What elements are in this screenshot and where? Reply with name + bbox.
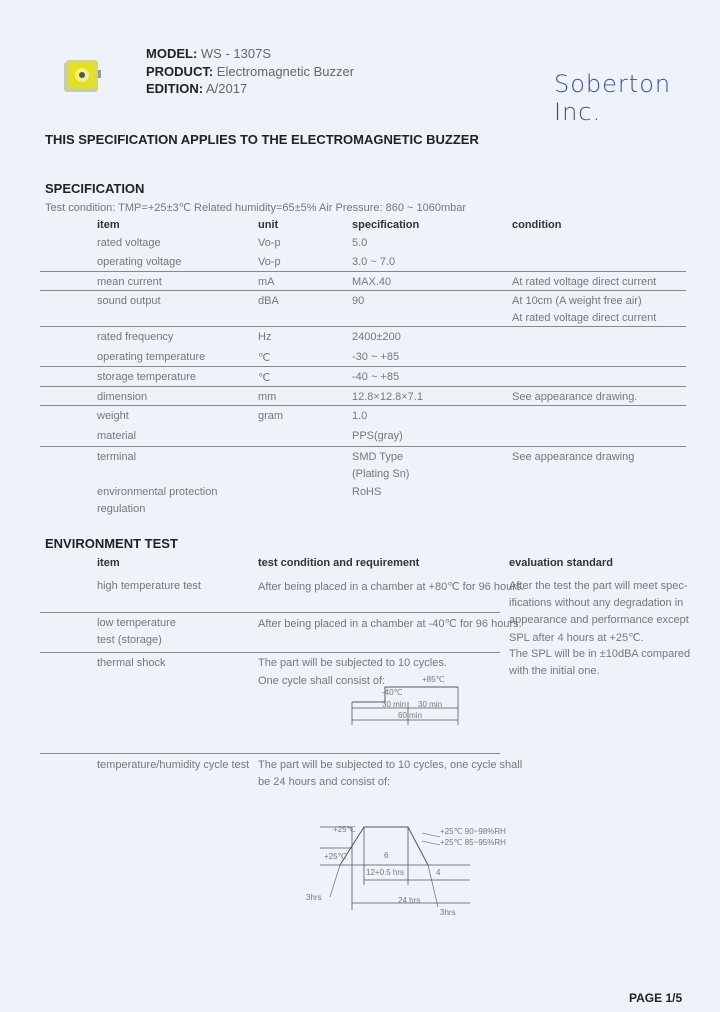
spec-condition: See appearance drawing. <box>512 391 638 403</box>
humidity-rh1-label: +25℃ 90~98%RH <box>440 827 506 836</box>
spec-value: SMD Type <box>352 451 404 463</box>
spec-item: operating voltage <box>97 256 182 268</box>
spec-item: rated voltage <box>97 237 161 249</box>
spec-item: weight <box>97 410 129 422</box>
spec-unit: ℃ <box>258 352 271 364</box>
env-item: temperature/humidity cycle test <box>97 759 250 771</box>
row-divider <box>40 386 686 387</box>
product-label: PRODUCT: <box>146 64 214 79</box>
spec-item: storage temperature <box>97 371 197 383</box>
spec-value: 90 <box>352 295 365 307</box>
page-number: PAGE 1/5 <box>629 991 683 1005</box>
spec-item: operating temperature <box>97 351 206 363</box>
spec-value: -30 ~ +85 <box>352 351 400 363</box>
humidity-right-time-label: 3hrs <box>440 908 456 917</box>
row-divider <box>40 366 686 367</box>
env-item: test (storage) <box>97 634 162 646</box>
edition-line <box>146 81 247 96</box>
thermal-high-label: +85℃ <box>422 675 445 684</box>
spec-condition: See appearance drawing <box>512 451 635 463</box>
spec-col-unit: unit <box>258 219 279 231</box>
spec-item: mean current <box>97 276 162 288</box>
edition-label: EDITION: <box>146 81 204 96</box>
row-divider <box>40 446 686 447</box>
thermal-seg1-label: 30 min <box>382 700 407 709</box>
spec-unit: gram <box>258 410 284 422</box>
spec-item: material <box>97 430 137 442</box>
product-value: Electromagnetic Buzzer <box>216 64 355 79</box>
brand-logo: Soberton Inc. <box>554 70 672 126</box>
spec-value: -40 ~ +85 <box>352 371 400 383</box>
row-divider <box>40 271 686 272</box>
spec-value: 12.8×12.8×7.1 <box>352 391 423 403</box>
spec-col-specification: specification <box>352 219 420 231</box>
spec-value: 2400±200 <box>352 331 401 343</box>
humidity-left-time-label: 3hrs <box>306 893 322 902</box>
env-condition: One cycle shall consist of: <box>258 675 386 687</box>
spec-item: rated frequency <box>97 331 174 343</box>
spec-value: MAX.40 <box>352 276 392 288</box>
thermal-seg2-label: 30 min <box>418 700 443 709</box>
humidity-high-temp-label: +25℃ <box>333 825 356 834</box>
humidity-twelve-label: 12+0.5 hrs <box>366 868 405 877</box>
spec-col-item: item <box>97 219 120 231</box>
specification-heading: SPECIFICATION <box>45 181 145 196</box>
spec-unit: Vo-p <box>258 256 281 268</box>
env-item: low temperature <box>97 617 176 629</box>
row-divider <box>40 652 500 653</box>
spec-value: RoHS <box>352 486 382 498</box>
env-condition: be 24 hours and consist of: <box>258 776 391 788</box>
spec-value: 1.0 <box>352 410 368 422</box>
thermal-low-label: -40℃ <box>382 688 403 697</box>
test-condition: Test condition: TMP=+25±3℃ Related humidity=65±5% Air Pressure: 860 ~ 1060mbar <box>45 202 467 214</box>
spec-item: sound output <box>97 295 161 307</box>
product-image <box>58 56 102 96</box>
humidity-base-temp-label: +25℃ <box>324 852 347 861</box>
row-divider <box>40 405 686 406</box>
row-divider <box>40 753 500 754</box>
spec-condition: At 10cm (A weight free air) <box>512 295 642 307</box>
spec-item: terminal <box>97 451 137 463</box>
evaluation-line: The SPL will be in ±10dBA compared <box>509 648 691 660</box>
env-condition: The part will be subjected to 10 cycles, one cycle shall <box>258 759 523 771</box>
spec-unit: Vo-p <box>258 237 281 249</box>
env-condition: After being placed in a chamber at -40℃ for 96 hours. <box>258 618 522 630</box>
spec-item: regulation <box>97 503 146 515</box>
spec-condition: At rated voltage direct current <box>512 276 657 288</box>
spec-value: 5.0 <box>352 237 368 249</box>
env-condition: After being placed in a chamber at +80℃ for 96 hours. <box>258 581 525 593</box>
spec-condition: At rated voltage direct current <box>512 312 657 324</box>
env-col-condition: test condition and requirement <box>258 557 420 569</box>
env-item: high temperature test <box>97 580 201 592</box>
row-divider <box>40 326 686 327</box>
spec-unit: mm <box>258 391 277 403</box>
edition-value: A/2017 <box>205 81 248 96</box>
spec-value: 3.0 ~ 7.0 <box>352 256 396 268</box>
evaluation-line: SPL after 4 hours at +25℃. <box>509 632 644 644</box>
spec-value: (Plating Sn) <box>352 468 410 480</box>
env-col-evaluation: evaluation standard <box>509 557 613 569</box>
environment-heading: ENVIRONMENT TEST <box>45 536 178 551</box>
thermal-total-label: 60 min <box>398 711 423 720</box>
row-divider <box>40 290 686 291</box>
page-title: THIS SPECIFICATION APPLIES TO THE ELECTROMAGNETIC BUZZER <box>45 132 479 147</box>
env-item: thermal shock <box>97 657 166 669</box>
model-label: MODEL: <box>146 46 198 61</box>
humidity-six-label: 6 <box>384 851 389 860</box>
spec-item: environmental protection <box>97 486 218 498</box>
model-line <box>146 46 271 61</box>
spec-item: dimension <box>97 391 148 403</box>
evaluation-line: After the test the part will meet spec- <box>509 580 688 592</box>
humidity-total-label: 24 hrs <box>398 896 421 905</box>
env-condition: The part will be subjected to 10 cycles. <box>258 657 447 669</box>
spec-unit: Hz <box>258 331 272 343</box>
spec-value: PPS(gray) <box>352 430 403 442</box>
evaluation-line: appearance and performance except <box>509 614 689 626</box>
evaluation-line: with the initial one. <box>509 665 600 677</box>
env-col-item: item <box>97 557 120 569</box>
row-divider <box>40 612 500 613</box>
spec-col-condition: condition <box>512 219 562 231</box>
model-value: WS - 1307S <box>200 46 271 61</box>
thermal-shock-diagram <box>350 675 465 730</box>
spec-unit: dBA <box>258 295 279 307</box>
humidity-four-label: 4 <box>436 868 441 877</box>
evaluation-line: ifications without any degradation in <box>509 597 684 609</box>
spec-unit: mA <box>258 276 275 288</box>
humidity-rh2-label: +25℃ 85~95%RH <box>440 838 506 847</box>
spec-unit: ℃ <box>258 372 271 384</box>
product-line <box>146 64 354 79</box>
